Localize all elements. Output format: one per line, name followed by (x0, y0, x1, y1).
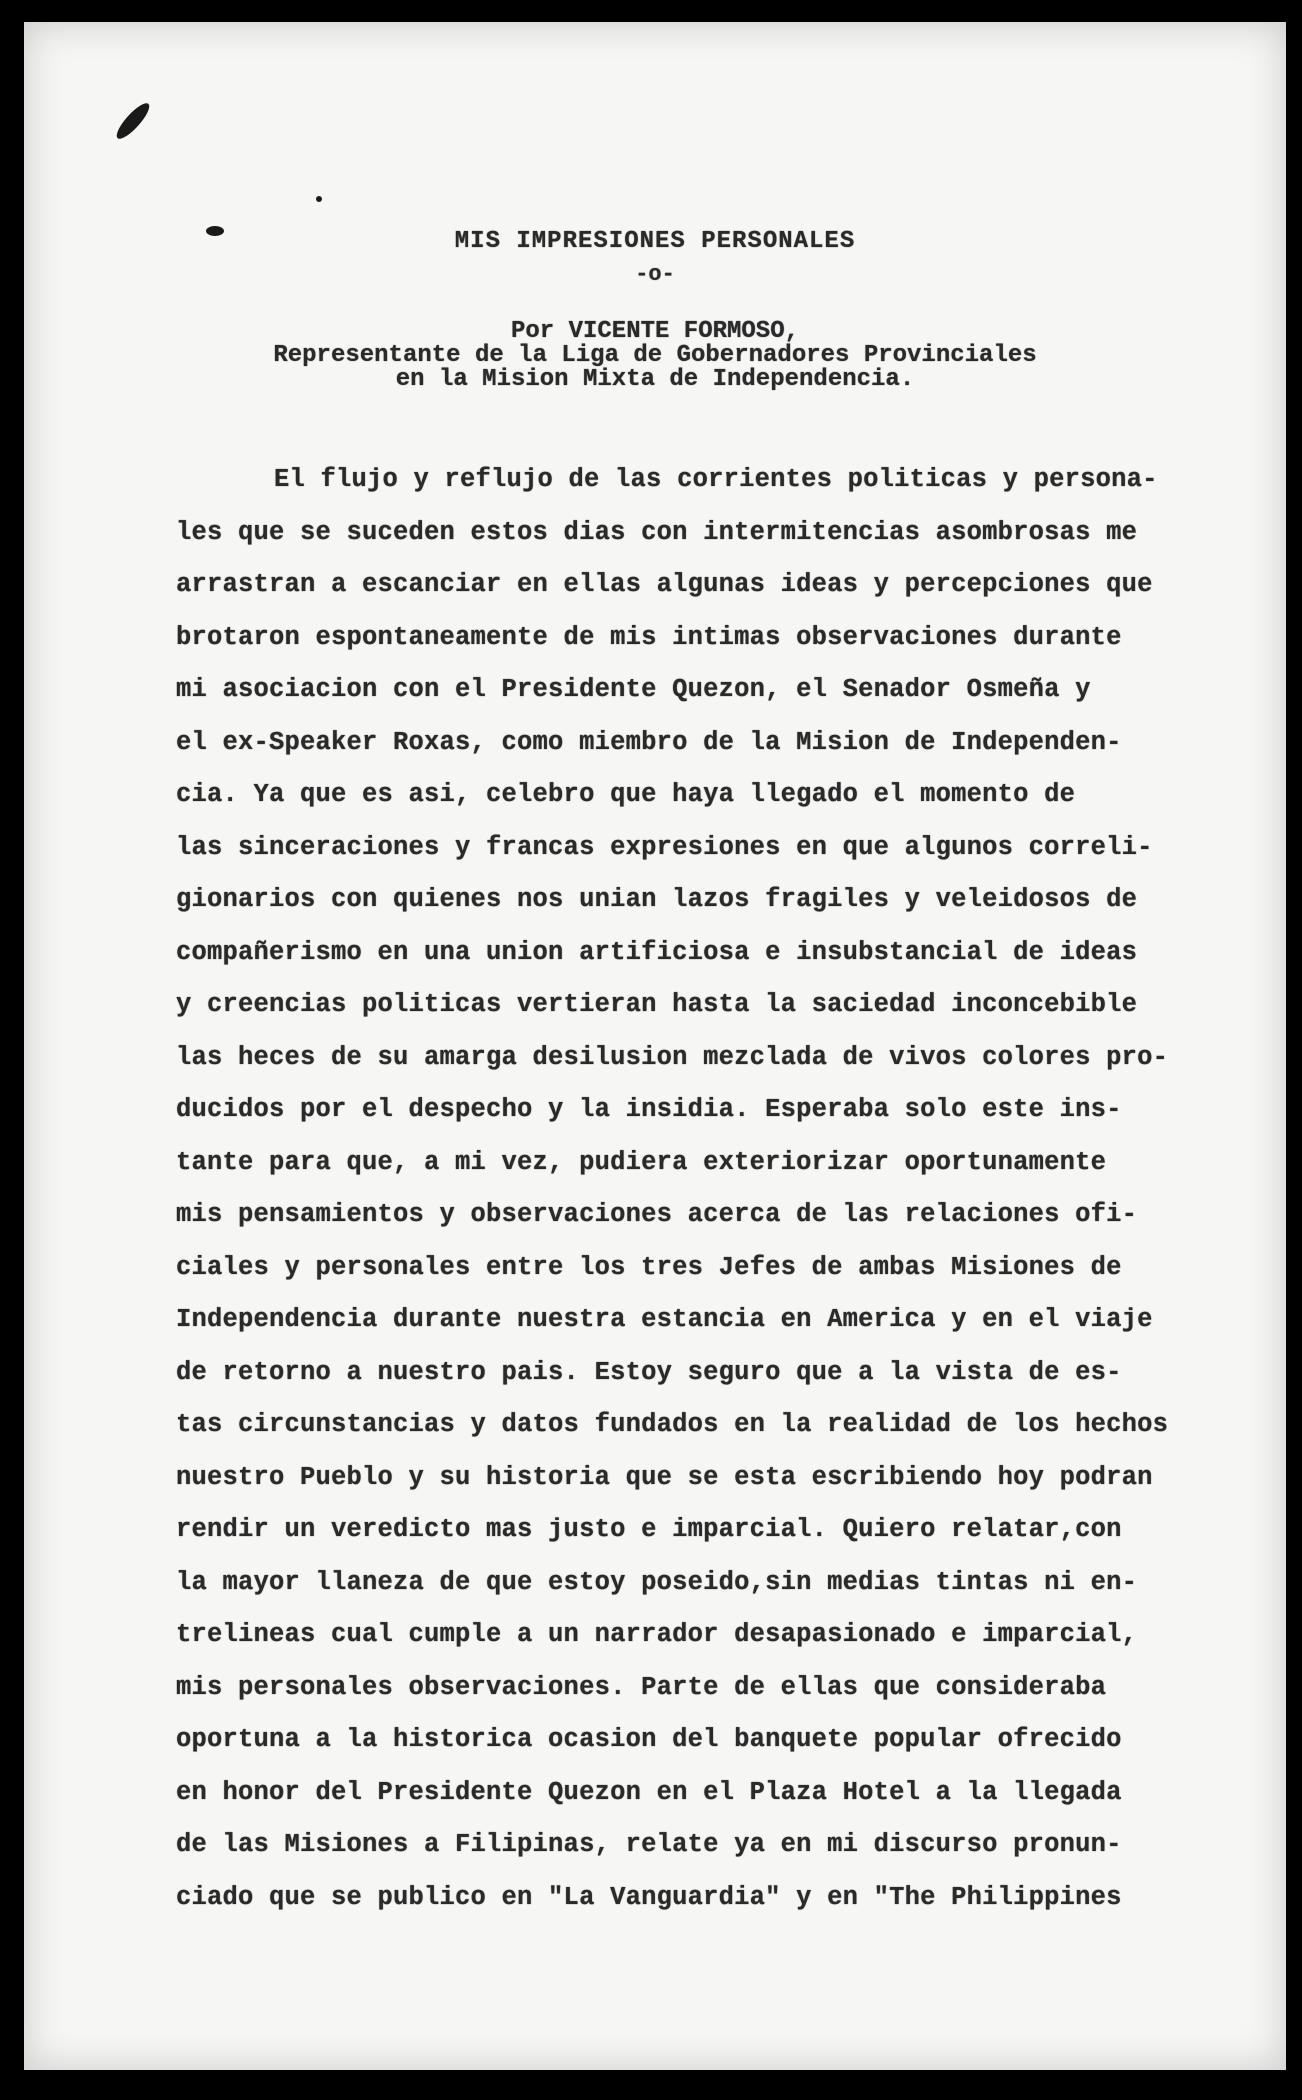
body-line: el ex-Speaker Roxas, como miembro de la Mision de Independen- (176, 727, 1122, 757)
role-line-2: en la Mision Mixta de Independencia. (395, 366, 915, 393)
body-line: tas circunstancias y datos fundados en la realidad de los hechos (176, 1410, 1169, 1439)
body-line: rendir un veredicto mas justo e imparcial. Quiero relatar,con (176, 1515, 1122, 1544)
role-line-1: Representante de la Liga de Gobernadores Provinciales (273, 342, 1037, 369)
document-title: MIS IMPRESIONES PERSONALES (454, 228, 856, 255)
body-line: mis personales observaciones. Parte de ellas que consideraba (176, 1672, 1107, 1702)
typewritten-page (24, 22, 1286, 2070)
body-line: tante para que, a mi vez, pudiera exteriorizar oportunamente (176, 1147, 1107, 1177)
title-separator: -o- (635, 262, 675, 287)
body-line: las sinceraciones y francas expresiones en que algunos correli- (176, 832, 1153, 862)
body-line: la mayor llaneza de que estoy poseido,sin medias tintas ni en- (176, 1567, 1138, 1597)
body-line: El flujo y reflujo de las corrientes politicas y persona- (274, 465, 1158, 494)
body-line: Independencia durante nuestra estancia en America y en el viaje (176, 1305, 1153, 1334)
body-line: mis pensamientos y observaciones acerca de las relaciones ofi- (176, 1200, 1138, 1229)
body-line: de retorno a nuestro pais. Estoy seguro que a la vista de es- (176, 1357, 1122, 1387)
body-line: cia. Ya que es asi, celebro que haya llegado el momento de (176, 780, 1076, 809)
body-line: compañerismo en una union artificiosa e insubstancial de ideas (176, 937, 1138, 967)
body-line: brotaron espontaneamente de mis intimas observaciones durante (176, 622, 1122, 652)
body-line: nuestro Pueblo y su historia que se esta escribiendo hoy podran (176, 1462, 1153, 1492)
ink-smudge (112, 99, 153, 143)
body-line: y creencias politicas vertieran hasta la saciedad inconcebible (176, 990, 1138, 1019)
body-line: les que se suceden estos dias con intermitencias asombrosas me (176, 517, 1138, 547)
body-line: ducidos por el despecho y la insidia. Esperaba solo este ins- (176, 1095, 1122, 1124)
body-line: ciales y personales entre los tres Jefes de ambas Misiones de (176, 1252, 1122, 1282)
body-line: en honor del Presidente Quezon en el Plaza Hotel a la llegada (176, 1777, 1122, 1807)
author-line: Por VICENTE FORMOSO, (510, 318, 800, 345)
body-line: ciado que se publico en "La Vanguardia" y en "The Philippines (176, 1882, 1122, 1912)
body-line: mi asociacion con el Presidente Quezon, el Senador Osmeña y (176, 675, 1091, 704)
body-line: arrastran a escanciar en ellas algunas ideas y percepciones que (176, 570, 1153, 599)
body-line: trelineas cual cumple a un narrador desapasionado e imparcial, (176, 1620, 1138, 1649)
body-paragraph (176, 454, 1206, 1924)
body-line: gionarios con quienes nos unian lazos fragiles y veleidosos de (176, 885, 1138, 914)
byline (24, 320, 1286, 392)
ink-smudge (316, 196, 322, 202)
body-line: las heces de su amarga desilusion mezclada de vivos colores pro- (176, 1042, 1169, 1072)
body-line: oportuna a la historica ocasion del banquete popular ofrecido (176, 1725, 1122, 1754)
body-line: de las Misiones a Filipinas, relate ya en mi discurso pronun- (176, 1830, 1122, 1859)
